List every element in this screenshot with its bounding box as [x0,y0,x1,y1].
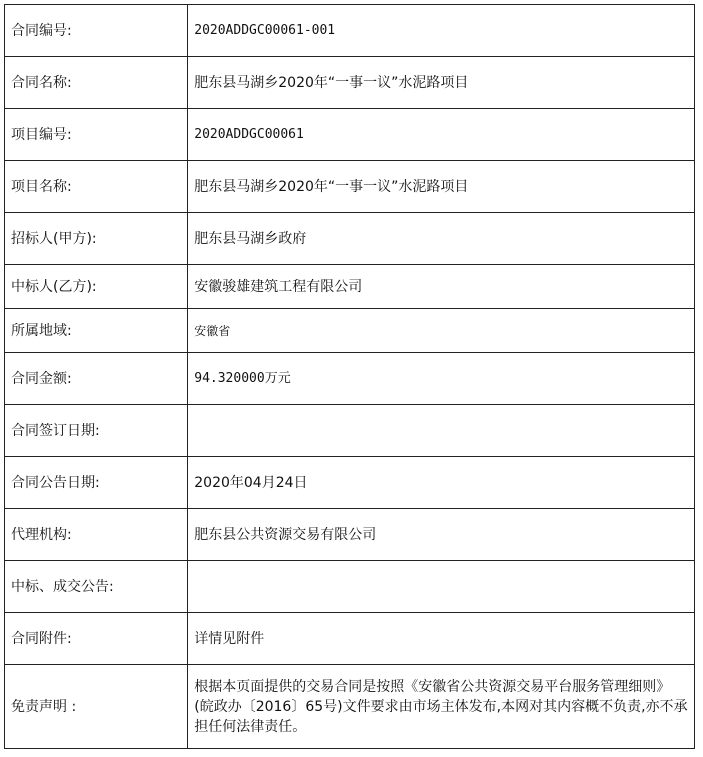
contract-name-label: 合同名称: [5,57,188,109]
row-project-name [5,161,695,213]
project-number-value: 2020ADDGC00061 [188,109,695,161]
row-region [5,309,695,353]
contract-number-label: 合同编号: [5,5,188,57]
row-contract-amount [5,353,695,405]
winning-bidder-label: 中标人(乙方): [5,265,188,309]
contract-name-value: 肥东县马湖乡2020年“一事一议”水泥路项目 [188,57,695,109]
signing-date-label: 合同签订日期: [5,405,188,457]
row-project-number [5,109,695,161]
contract-info-table [4,4,695,749]
contract-amount-value: 94.320000万元 [188,353,695,405]
agency-label: 代理机构: [5,509,188,561]
region-value: 安徽省 [188,309,695,353]
contract-number-value: 2020ADDGC00061-001 [188,5,695,57]
announcement-date-value: 2020年04月24日 [188,457,695,509]
row-announcement-date [5,457,695,509]
tenderer-value: 肥东县马湖乡政府 [188,213,695,265]
row-contract-name [5,57,695,109]
row-contract-number [5,5,695,57]
award-announcement-label: 中标、成交公告: [5,561,188,613]
winning-bidder-value: 安徽骏雄建筑工程有限公司 [188,265,695,309]
announcement-date-label: 合同公告日期: [5,457,188,509]
disclaimer-label: 免责声明 : [5,665,188,749]
region-label: 所属地域: [5,309,188,353]
contract-amount-label: 合同金额: [5,353,188,405]
disclaimer-value: 根据本页面提供的交易合同是按照《安徽省公共资源交易平台服务管理细则》(皖政办〔2016〕65号)文件要求由市场主体发布,本网对其内容概不负责,亦不承担任何法律责任。 [188,665,695,749]
row-attachment [5,613,695,665]
project-name-value: 肥东县马湖乡2020年“一事一议”水泥路项目 [188,161,695,213]
agency-value: 肥东县公共资源交易有限公司 [188,509,695,561]
row-award-announcement [5,561,695,613]
row-tenderer [5,213,695,265]
project-number-label: 项目编号: [5,109,188,161]
project-name-label: 项目名称: [5,161,188,213]
award-announcement-value [188,561,695,613]
attachment-value[interactable]: 详情见附件 [188,613,695,665]
row-signing-date [5,405,695,457]
row-disclaimer [5,665,695,749]
attachment-label: 合同附件: [5,613,188,665]
signing-date-value [188,405,695,457]
row-winning-bidder [5,265,695,309]
row-agency [5,509,695,561]
tenderer-label: 招标人(甲方): [5,213,188,265]
